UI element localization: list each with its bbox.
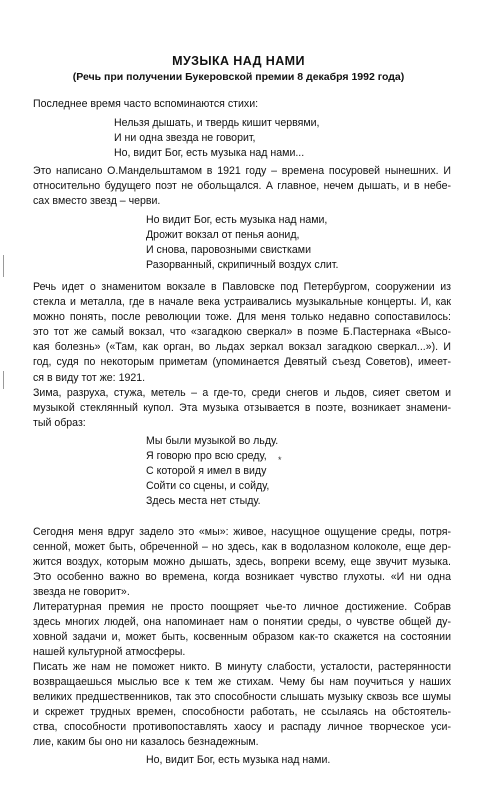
text-line: великих предшественников, так это способности слышать музыку сквозь все шумы	[33, 691, 451, 704]
verse-line: Но, видит Бог, есть музыка над нами...	[114, 147, 305, 160]
poem-quote-2	[146, 213, 338, 273]
poem-quote-1	[114, 116, 320, 161]
paragraph-pavlovsk	[33, 280, 451, 386]
text-line: ховной задачи и, может быть, косвенным образом как-то скажется на состоянии	[33, 631, 451, 644]
closing-line	[146, 753, 330, 768]
text-line: жится воздух, которым можно дышать, здесь, вопреки всему, еще звучит музыка.	[33, 556, 451, 569]
text-line: Речь идет о знаменитом вокзале в Павловске под Петербургом, сооружении из	[33, 281, 451, 293]
text-line: стекла и металла, где в начале века устраивались музыкальные концерты. И, как	[33, 296, 451, 309]
text-line: ся в виду тот же: 1921.	[33, 371, 146, 384]
verse-line: Нельзя дышать, и твердь кишит червями,	[114, 117, 320, 129]
verse-line: Мы были музыкой во льду.	[146, 435, 279, 447]
text-line: Литературная премия не просто поощряет чье-то личное достижение. Собрав	[33, 601, 451, 613]
text-line: тый образ:	[33, 417, 86, 430]
verse-line: Здесь места нет стыду.	[146, 495, 261, 508]
paragraph-mandelstam	[33, 164, 451, 209]
text-line: звезда не говорит».	[33, 586, 130, 599]
text-line: Это особенно важно во времена, когда возникает чувство глухоты. «И ни одна	[33, 571, 451, 584]
text-line: здесь многих людей, она напоминает нам о понятии среды, о чувстве общей ду-	[33, 616, 451, 629]
paragraph-winter	[33, 386, 451, 431]
verse-line: И снова, паровозными свистками	[146, 244, 311, 257]
margin-speck: *	[278, 455, 282, 465]
paragraph-prize	[33, 600, 451, 660]
paragraph-we	[33, 525, 451, 600]
document-title: МУЗЫКА НАД НАМИ	[172, 54, 305, 68]
text-line: можно понять, после революции тоже. Для меня только недавно сопоставилось:	[33, 311, 451, 324]
intro-line	[33, 97, 451, 112]
text-line: возвращаешься мыслью все к тем же стихам. Чему бы нам поучиться у наших	[33, 676, 451, 689]
text-line: Это написано О.Мандельштамом в 1921 году – времена посуровей нынешних. И	[33, 165, 451, 177]
text-line: год, судя по некоторым приметам (упоминается Девятый съезд Советов), имеет-	[33, 356, 451, 369]
text-line: Писать же нам не поможет никто. В минуту слабости, усталости, растерянности	[33, 661, 451, 673]
text-line: нашей культурной атмосферы.	[33, 646, 186, 659]
text-line: лие, каким бы оно ни казалось безнадежным.	[33, 736, 259, 749]
text-line: ства, способности противопоставлять хаосу и распаду личное творческое уси-	[33, 721, 451, 734]
text-line: Последнее время часто вспоминаются стихи:	[33, 98, 259, 110]
text-line: относительно будущего поэт не обольщался. А главное, нечем дышать, и в небе-	[33, 180, 451, 193]
text-line: сенной, может быть, обреченной – но здесь, как в водолазном колоколе, еще дер-	[33, 541, 451, 554]
text-line: и скрежет трудных времен, способности работать, не ссылаясь на обстоятель-	[33, 706, 451, 719]
scan-edge-mark	[3, 371, 4, 389]
text-line: Зима, разруха, стужа, метель – а где-то, среди снегов и льдов, сияет светом и	[33, 387, 451, 399]
verse-line: С которой я имел в виду	[146, 465, 267, 478]
document-subtitle: (Речь при получении Букеровской премии 8 декабря 1992 года)	[72, 71, 405, 83]
text-line: это тот же самый вокзал, что «загадкою сверкал» в поэме Б.Пастернака «Высо-	[33, 326, 451, 339]
verse-line: Разорванный, скрипичный воздух слит.	[146, 259, 339, 272]
paragraph-writing	[33, 660, 451, 751]
verse-line: Сойти со сцены, и сойду,	[146, 480, 270, 493]
verse-line: И ни одна звезда не говорит,	[114, 132, 256, 145]
verse-line: Но, видит Бог, есть музыка над нами.	[146, 754, 331, 766]
text-line: кая болезнь» («Там, как орган, во льдах зеркал вокзал загадкою сверкал...»). И	[33, 341, 451, 354]
text-line: Сегодня меня вдруг задело это «мы»: живое, насущное ощущение среды, потря-	[33, 526, 451, 538]
text-line: сах вместо звезд – черви.	[33, 195, 161, 208]
verse-line: Но видит Бог, есть музыка над нами,	[146, 214, 328, 226]
poem-quote-3	[146, 434, 278, 509]
text-line: музыкой стеклянный купол. Эта музыка отзывается в поэте, возникает знамени-	[33, 402, 451, 415]
verse-line: Дрожит вокзал от пенья аонид,	[146, 229, 300, 242]
verse-line: Я говорю про всю среду,	[146, 450, 267, 463]
scan-edge-mark	[3, 255, 4, 277]
